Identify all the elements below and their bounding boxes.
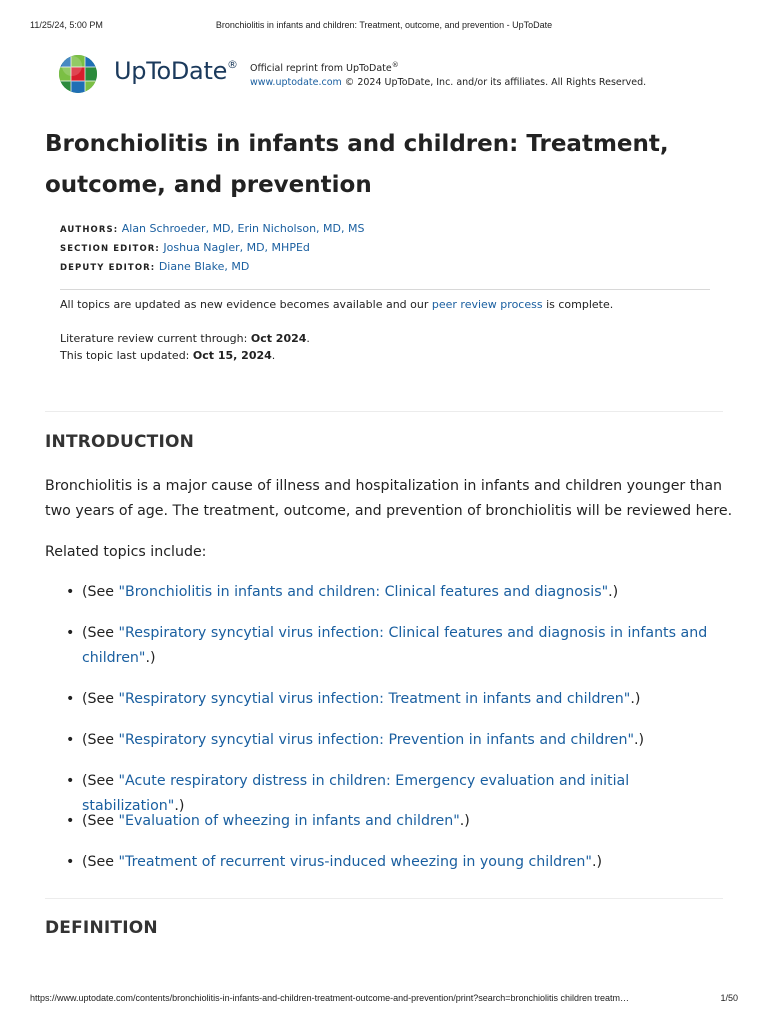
- section-editor-label: SECTION EDITOR:: [60, 244, 160, 254]
- uptodate-globe-icon: [58, 54, 98, 94]
- related-topic-text: (See "Acute respiratory distress in children: Emergency evaluation and initial stabilization".): [82, 773, 630, 814]
- reprint-notice: Official reprint from UpToDate® www.uptodate.com © 2024 UpToDate, Inc. and/or its affiliates. All Rights Reserved.: [250, 61, 647, 89]
- bullet-icon: •: [66, 732, 75, 748]
- print-datetime: 11/25/24, 5:00 PM: [30, 20, 103, 30]
- lit-review-date: Oct 2024: [250, 332, 307, 345]
- bullet-icon: •: [66, 691, 75, 707]
- last-updated-date: Oct 15, 2024: [192, 349, 272, 362]
- reprint-line: Official reprint from UpToDate: [250, 63, 392, 75]
- related-topics-label: Related topics include:: [45, 544, 207, 560]
- deputy-editor-label: DEPUTY EDITOR:: [60, 263, 156, 273]
- introduction-paragraph: Bronchiolitis is a major cause of illness and hospitalization in infants and children younger than two years of age. The treatment, outcome, and prevention of bronchiolitis will be reviewed here.: [45, 478, 733, 519]
- bullet-icon: •: [66, 854, 75, 870]
- print-header: [0, 0, 768, 48]
- related-topic-link[interactable]: "Evaluation of wheezing in infants and children": [118, 813, 460, 829]
- related-topic-link[interactable]: "Acute respiratory distress in children: Emergency evaluation and initial stabilization": [82, 773, 630, 814]
- related-topic-text: (See "Evaluation of wheezing in infants and children".): [82, 813, 470, 829]
- related-topic-text: (See "Respiratory syncytial virus infection: Prevention in infants and children".): [82, 732, 645, 748]
- related-topic-text: (See "Treatment of recurrent virus-induced wheezing in young children".): [82, 854, 602, 870]
- related-topic-text: (See "Bronchiolitis in infants and children: Clinical features and diagnosis".): [82, 584, 619, 600]
- bullet-icon: •: [66, 625, 75, 641]
- bullet-icon: •: [66, 773, 75, 789]
- related-topic-link[interactable]: "Treatment of recurrent virus-induced wheezing in young children": [118, 854, 592, 870]
- section-editor-link[interactable]: Joshua Nagler, MD, MHPEd: [163, 241, 310, 254]
- related-topic-text: (See "Respiratory syncytial virus infection: Clinical features and diagnosis in infants and children".): [82, 625, 708, 666]
- copyright-text: © 2024 UpToDate, Inc. and/or its affiliates. All Rights Reserved.: [341, 77, 647, 89]
- definition-heading: DEFINITION: [45, 918, 158, 938]
- section-editor-row: [60, 239, 364, 258]
- related-topic-link[interactable]: "Respiratory syncytial virus infection: Prevention in infants and children": [118, 732, 634, 748]
- print-url: https://www.uptodate.com/contents/bronchiolitis-in-infants-and-children-treatment-outcome-and-prevention/print?search=bronchiolitis children treatm…: [30, 993, 630, 1003]
- print-page-title: Bronchiolitis in infants and children: Treatment, outcome, and prevention - UpToDate: [215, 20, 553, 30]
- page-number: 1/50: [720, 993, 738, 1003]
- author-block: [60, 220, 364, 277]
- bullet-icon: •: [66, 584, 75, 600]
- bullet-icon: •: [66, 813, 75, 829]
- page-title: Bronchiolitis in infants and children: Treatment, outcome, and prevention: [45, 131, 669, 198]
- authors-row: [60, 220, 364, 239]
- related-topic-link[interactable]: "Respiratory syncytial virus infection: Treatment in infants and children": [118, 691, 631, 707]
- update-note: All topics are updated as new evidence becomes available and our peer review process is complete.: [60, 298, 614, 311]
- deputy-editor-row: [60, 258, 364, 277]
- related-topic-link[interactable]: "Bronchiolitis in infants and children: Clinical features and diagnosis": [118, 584, 609, 600]
- divider: [45, 411, 723, 412]
- introduction-heading: INTRODUCTION: [45, 432, 195, 452]
- deputy-editor-link[interactable]: Diane Blake, MD: [158, 260, 250, 273]
- uptodate-site-link[interactable]: www.uptodate.com: [250, 77, 342, 89]
- divider: [45, 898, 723, 899]
- print-footer: [0, 990, 768, 1010]
- related-topic-text: (See "Respiratory syncytial virus infection: Treatment in infants and children".): [82, 691, 641, 707]
- literature-review-info: Literature review current through: Oct 2024. This topic last updated: Oct 15, 2024.: [60, 332, 310, 362]
- related-topic-link[interactable]: "Respiratory syncytial virus infection: Clinical features and diagnosis in infants and children": [82, 625, 708, 666]
- authors-label: AUTHORS:: [60, 225, 119, 235]
- divider: [60, 289, 710, 290]
- peer-review-link[interactable]: peer review process: [431, 298, 543, 311]
- uptodate-wordmark: UpToDate®: [114, 57, 238, 85]
- authors-link[interactable]: Alan Schroeder, MD, Erin Nicholson, MD, MS: [121, 222, 365, 235]
